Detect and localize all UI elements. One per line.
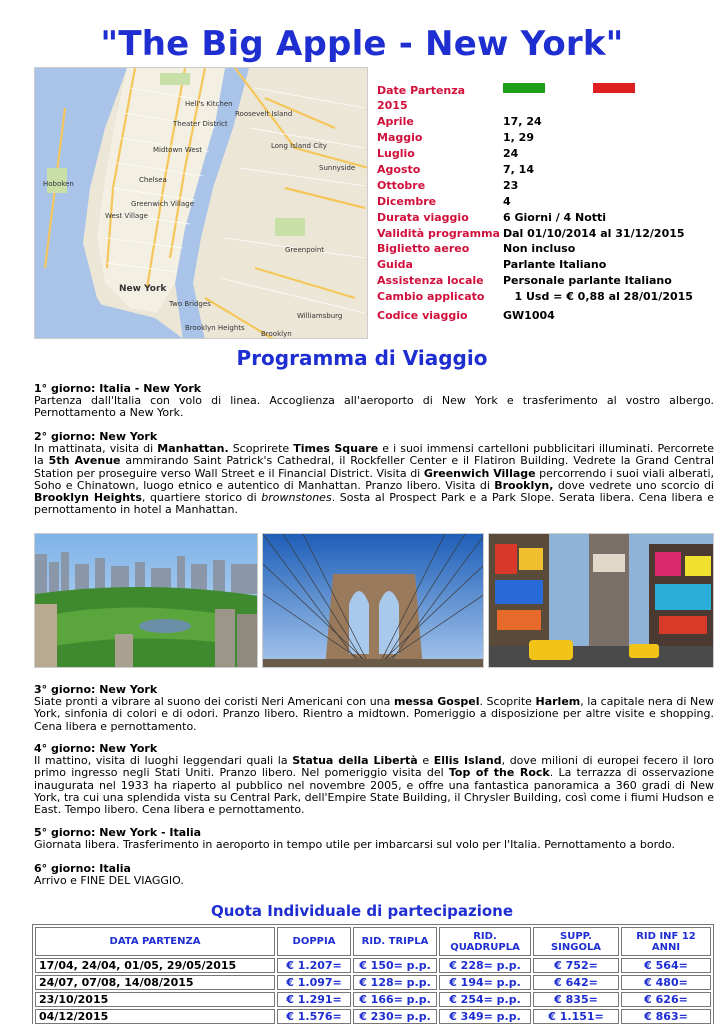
map-label: Two Bridges	[169, 300, 211, 308]
day-heading: 5° giorno: New York - Italia	[34, 826, 202, 839]
table-cell: € 230= p.p.	[353, 1009, 437, 1024]
day-heading: 3° giorno: New York	[34, 683, 158, 696]
table-cell: € 128= p.p.	[353, 975, 437, 990]
table-cell: € 228= p.p.	[439, 958, 531, 973]
day-heading: 2° giorno: New York	[34, 430, 158, 443]
map-label: Hell's Kitchen	[185, 100, 233, 108]
day-text: Partenza dall'Italia con volo di linea. Accoglienza all'aeroporto di New York e trasferimento al vostro albergo. Pernottamento a New York.	[34, 394, 714, 420]
day-5	[34, 827, 714, 851]
day-heading: 4° giorno: New York	[34, 742, 158, 755]
day-6	[34, 863, 714, 887]
map-label: West Village	[105, 212, 148, 220]
new-york-map	[34, 67, 368, 339]
day-2	[34, 431, 714, 516]
table-cell: € 863=	[621, 1009, 711, 1024]
map-label: Williamsburg	[297, 312, 343, 320]
table-cell: € 626=	[621, 992, 711, 1007]
table-cell: € 480=	[621, 975, 711, 990]
table-cell: € 349= p.p.	[439, 1009, 531, 1024]
price-table	[32, 924, 714, 1024]
table-cell: 23/10/2015	[35, 992, 275, 1007]
column-header: SUPP. SINGOLA	[533, 927, 619, 956]
table-header-row	[35, 927, 711, 956]
day-3	[34, 684, 714, 733]
map-label: Long Island City	[271, 142, 327, 150]
map-label: Brooklyn Heights	[185, 324, 245, 332]
column-header: RID. QUADRUPLA	[439, 927, 531, 956]
table-cell: € 150= p.p.	[353, 958, 437, 973]
table-cell: 04/12/2015	[35, 1009, 275, 1024]
table-cell: € 752=	[533, 958, 619, 973]
table-cell: € 1.291=	[277, 992, 351, 1007]
table-cell: € 194= p.p.	[439, 975, 531, 990]
table-cell: € 1.207=	[277, 958, 351, 973]
map-label: Chelsea	[139, 176, 167, 184]
map-label: Theater District	[173, 120, 228, 128]
column-header: DATA PARTENZA	[35, 927, 275, 956]
map-label: Brooklyn	[261, 330, 292, 338]
map-label: Hoboken	[43, 180, 74, 188]
table-row	[35, 958, 711, 973]
brooklyn-bridge-photo	[262, 533, 484, 668]
table-row	[35, 1009, 711, 1024]
day-heading: 1° giorno: Italia - New York	[34, 382, 202, 395]
program-title: Programma di Viaggio	[236, 346, 488, 370]
column-header: DOPPIA	[277, 927, 351, 956]
photo-strip	[34, 533, 714, 668]
map-label: Roosevelt Island	[235, 110, 293, 118]
day-text: In mattinata, visita di Manhattan. Scoprirete Times Square e i suoi immensi cartelloni pubblicitari illuminati. Percorrete la 5th Avenue ammirando Saint Patrick's Cathedral, il Rockfeller Center e il Flatiron Building. Vedrete la Grand Central Station per proseguire verso Wall Street e il Financial District. Visita di Greenwich Village percorrendo i suoi viali alberati, Soho e Chinatown, luogo etnico e autentico di Manhattan. Pranzo libero. Visita di Brooklyn, dove vedrete uno scorcio di Brooklyn Heights, quartiere storico di brownstones. Sosta al Prospect Park e a Park Slope. Serata libera. Cena libera e pernottamento in hotel a Manhattan.	[34, 442, 715, 517]
map-graphic	[35, 68, 368, 339]
table-cell: € 254= p.p.	[439, 992, 531, 1007]
map-label: New York	[119, 284, 167, 294]
day-text: Arrivo e FINE DEL VIAGGIO.	[34, 874, 184, 888]
map-label: Sunnyside	[319, 164, 356, 172]
page-title: "The Big Apple - New York"	[100, 24, 624, 64]
table-cell: € 642=	[533, 975, 619, 990]
table-cell: 17/04, 24/04, 01/05, 29/05/2015	[35, 958, 275, 973]
availability-green-flag	[503, 83, 545, 93]
map-label: Midtown West	[153, 146, 203, 154]
central-park-photo	[34, 533, 258, 668]
table-cell: € 1.576=	[277, 1009, 351, 1024]
table-cell: € 1.097=	[277, 975, 351, 990]
day-heading: 6° giorno: Italia	[34, 862, 131, 875]
table-row	[35, 992, 711, 1007]
map-label: Greenwich Village	[131, 200, 194, 208]
column-header: RID. TRIPLA	[353, 927, 437, 956]
day-text: Il mattino, visita di luoghi leggendari quali la Statua della Libertà e Ellis Island, dove milioni di europei fecero il loro primo ingresso negli Stati Uniti. Pranzo libero. Nel pomeriggio visita del Top of the Rock. La terrazza di osservazione inaugurata nel 1933 ha riaperto al pubblico nel novembre 2005, e offre una fantastica panoramica a 360 gradi di New York, tra cui una splendida vista su Central Park, dell'Empire State Building, il Chrysler Building, così come i fiumi Hudson e East. Tempo libero. Cena libera e pernottamento.	[34, 754, 714, 817]
availability-red-flag	[593, 83, 635, 93]
table-cell: € 166= p.p.	[353, 992, 437, 1007]
map-label: Greenpoint	[285, 246, 325, 254]
day-text: Giornata libera. Trasferimento in aeroporto in tempo utile per imbarcarsi sul volo per l'Italia. Pernottamento a bordo.	[34, 838, 675, 852]
table-row	[35, 975, 711, 990]
table-cell: 24/07, 07/08, 14/08/2015	[35, 975, 275, 990]
table-cell: € 835=	[533, 992, 619, 1007]
table-cell: € 1.151=	[533, 1009, 619, 1024]
table-cell: € 564=	[621, 958, 711, 973]
day-text: Siate pronti a vibrare al suono dei coristi Neri Americani con una messa Gospel. Scoprite Harlem, la capitale nera di New York, sinfonia di colori e di odori. Pranzo libero. Rientro a midtown. Pomeriggio a disposizione per altre visite e shopping. Cena libera e pernottamento.	[34, 695, 715, 733]
times-square-photo	[488, 533, 714, 668]
day-1	[34, 383, 714, 420]
column-header: RID INF 12 ANNI	[621, 927, 711, 956]
quota-title: Quota Individuale di partecipazione	[210, 902, 513, 920]
day-4	[34, 743, 714, 816]
